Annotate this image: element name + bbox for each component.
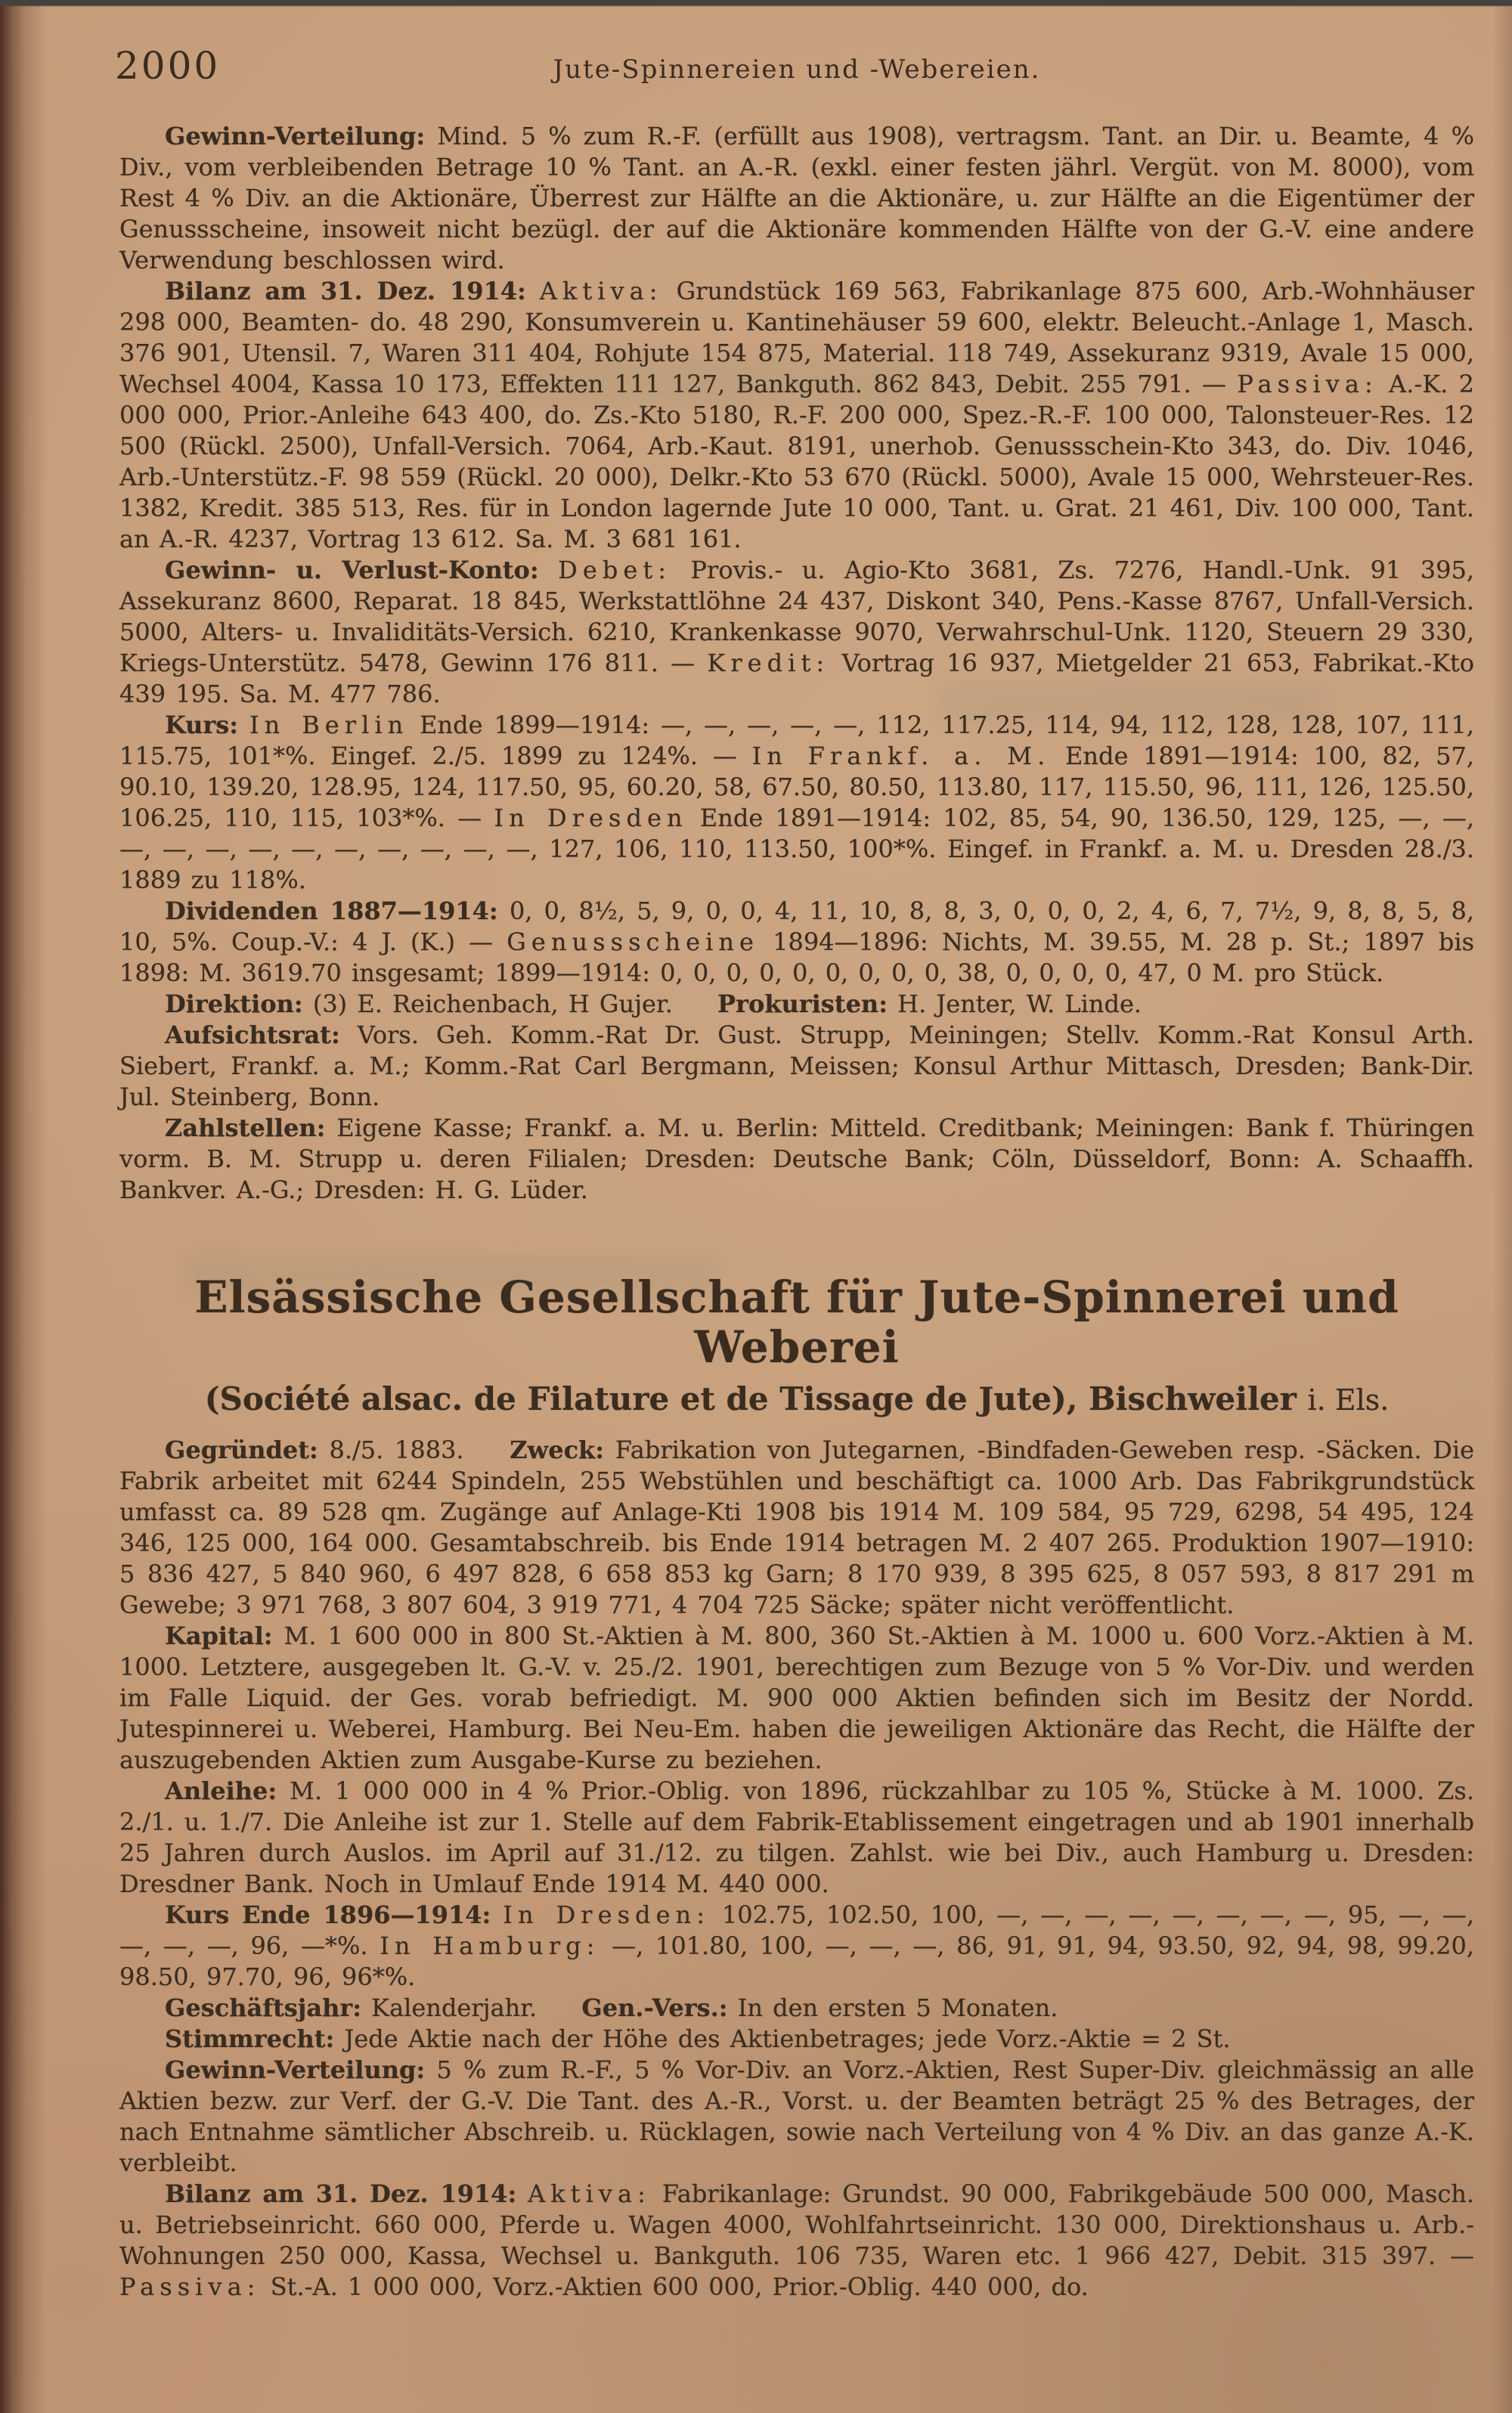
bilanz-2-label: Bilanz am 31. Dez. 1914:	[165, 2179, 517, 2208]
prokuristen-label: Prokuristen:	[717, 990, 888, 1018]
stimmrecht-label: Stimmrecht:	[165, 2024, 335, 2053]
bilanz-label: Bilanz am 31. Dez. 1914:	[165, 277, 526, 305]
page-header	[115, 44, 1474, 109]
paragraph-bilanz-1914-2	[119, 2179, 1474, 2303]
paragraph-gewinn-verteilung-2	[119, 2055, 1474, 2179]
kurs-anleihe-label: Kurs Ende 1896—1914:	[165, 1900, 491, 1929]
paragraph-aufsichtsrat	[119, 1020, 1474, 1113]
dividenden-values: 0, 0, 8½, 5, 9, 0, 0, 4, 11, 10, 8, 8, 3, 0, 0, 0, 2, 4, 6, 7, 7½, 9, 8, 8, 5, 8, 10, 5%. Coup.-V.: 4 J. (K.) —	[119, 897, 1475, 956]
kapital-text: M. 1 600 000 in 800 St.-Aktien à M. 800, 360 St.-Aktien à M. 1000 u. 600 Vorz.-Aktien à M. 1000. Letztere, ausgegeben lt. G.-V. v. 25./2. 1901, berechtigen zum Bezuge von 5 % Vor-Div. und werden im Falle Liquid. der Ges. vorab befriedigt. M. 900 000 Aktien befinden sich im Besitz der Nordd. Jutespinnerei u. Weberei, Hamburg. Bei Neu-Em. haben die jeweiligen Aktionäre das Recht, die Hälfte der auszugebenden Aktien zum Ausgabe-Kurse zu beziehen.	[119, 1622, 1475, 1774]
paragraph-direktion	[119, 989, 1474, 1020]
bilanz-2-passiva-text: St.-A. 1 000 000, Vorz.-Aktien 600 000, Prior.-Oblig. 440 000, do.	[270, 2272, 1089, 2301]
bilanz-2-passiva-label: Passiva:	[119, 2272, 261, 2301]
aktiva-text: Grundstück 169 563, Fabrikanlage 875 600, Arb.-Wohnhäuser 298 000, Beamten- do. 48 290, Konsumverein u. Kantinehäuser 59 600, elektr. Beleucht.-Anlage 1, Masch. 376 901, Utensil. 7, Waren 311 404, Rohjute 154 875, Material. 118 749, Assekuranz 9319, Avale 15 000, Wechsel 4004, Kassa 10 173, Effekten 111 127, Bankguth. 862 843, Debit. 255 791. —	[119, 277, 1475, 398]
kurs-anleihe-dresden-label: In Dresden:	[503, 1900, 711, 1929]
zahlstellen-text: Eigene Kasse; Frankf. a. M. u. Berlin: Mitteld. Creditbank; Meiningen: Bank f. Thüringen vorm. B. M. Strupp u. deren Filialen; Dresden: Deutsche Bank; Cöln, Düsseldorf, Bonn: A. Schaaffh. Bankver. A.-G.; Dresden: H. G. Lüder.	[119, 1114, 1475, 1204]
anleihe-text: M. 1 000 000 in 4 % Prior.-Oblig. von 1896, rückzahlbar zu 105 %, Stücke à M. 1000. Zs. 2./1. u. 1./7. Die Anleihe ist zur 1. Stelle auf dem Fabrik-Etablissement eingetragen und ab 1901 innerhalb 25 Jahren durch Auslos. im April auf 31./12. zu tilgen. Zahlst. wie bei Div., auch Hamburg u. Dresden: Dresdner Bank. Noch in Umlauf Ende 1914 M. 440 000.	[119, 1776, 1475, 1898]
paragraph-kurs	[119, 710, 1474, 896]
company-subtitle-suffix: i. Els.	[1307, 1383, 1390, 1417]
gegruendet-text: 8./5. 1883.	[329, 1436, 464, 1464]
bilanz-2-aktiva-label: Aktiva:	[528, 2179, 651, 2208]
kurs-berlin-values: Ende 1899—1914: —, —, —, —, —, 112, 117.25, 114, 94, 112, 128, 128, 107, 111, 115.75, 101*%. Eingef. 2./5. 1899 zu 124%. —	[119, 711, 1475, 770]
zahlstellen-label: Zahlstellen:	[165, 1114, 326, 1142]
kurs-frankfurt-label: In Frankf. a. M.	[751, 742, 1051, 770]
aufsichtsrat-text: Vors. Geh. Komm.-Rat Dr. Gust. Strupp, Meiningen; Stellv. Komm.-Rat Konsul Arth. Siebert, Frankf. a. M.; Komm.-Rat Carl Bergmann, Meissen; Konsul Arthur Mittasch, Dresden; Bank-Dir. Jul. Steinberg, Bonn.	[119, 1021, 1475, 1111]
passiva-text: A.-K. 2 000 000, Prior.-Anleihe 643 400, do. Zs.-Kto 5180, R.-F. 200 000, Spez.-R.-F. 100 000, Talonsteuer-Res. 12 500 (Rückl. 2500), Unfall-Versich. 7064, Arb.-Kaut. 8191, unerhob. Genussschein-Kto 343, do. Div. 1046, Arb.-Unterstütz.-F. 98 559 (Rückl. 20 000), Delkr.-Kto 53 670 (Rückl. 5000), Avale 15 000, Wehrsteuer-Res. 1382, Kredit. 385 513, Res. für in London lagernde Jute 10 000, Tant. u. Grat. 21 461, Div. 100 000, Tant. an A.-R. 4237, Vortrag 13 612. Sa. M. 3 681 161.	[119, 370, 1475, 553]
anleihe-label: Anleihe:	[165, 1776, 277, 1805]
running-title: Jute-Spinnereien und -Webereien.	[553, 54, 1041, 85]
kapital-label: Kapital:	[165, 1622, 273, 1650]
gewinn-verteilung-text: Mind. 5 % zum R.-F. (erfüllt aus 1908), vertragsm. Tant. an Dir. u. Beamte, 4 % Div., vom verbleibenden Betrage 10 % Tant. an A.-R. (exkl. einer festen jährl. Vergüt. von M. 8000), vom Rest 4 % Div. an die Aktionäre, Überrest zur Hälfte an die Aktionäre, u. zur Hälfte an die Eigentümer der Genussscheine, insoweit nicht bezügl. der auf die Aktionäre kommenden Hälfte von der G.-V. eine andere Verwendung beschlossen wird.	[119, 122, 1475, 274]
paragraph-geschaeftsjahr	[119, 1993, 1474, 2024]
company-title: Elsässische Gesellschaft für Jute-Spinnerei und Weberei	[194, 1272, 1399, 1373]
kredit-text: Vortrag 16 937, Mietgelder 21 653, Fabrikat.-Kto 439 195. Sa. M. 477 786.	[119, 649, 1475, 708]
debet-text: Provis.- u. Agio-Kto 3681, Zs. 7276, Handl.-Unk. 91 395, Assekuranz 8600, Reparat. 18 845, Werkstattlöhne 24 437, Diskont 340, Pens.-Kasse 8767, Unfall-Versich. 5000, Alters- u. Invaliditäts-Versich. 6210, Krankenkasse 9070, Verwahrschul-Unk. 1120, Steuern 29 330, Kriegs-Unterstütz. 5478, Gewinn 176 811. —	[119, 556, 1475, 677]
kurs-frankfurt-values: Ende 1891—1914: 100, 82, 57, 90.10, 139.20, 128.95, 124, 117.50, 95, 60.20, 58, 67.50, 80.50, 113.80, 117, 115.50, 96, 111, 126, 125.50, 106.25, 110, 115, 103*%. —	[119, 742, 1475, 832]
paragraph-dividenden	[119, 896, 1474, 989]
kurs-dresden-values: Ende 1891—1914: 102, 85, 54, 90, 136.50, 129, 125, —, —, —, —, —, —, —, —, —, —, —, —, 127, 106, 110, 113.50, 100*%. Eingef. in Frankf. a. M. u. Dresden 28./3. 1889 zu 118%.	[119, 804, 1475, 894]
direktion-label: Direktion:	[165, 990, 303, 1018]
geschaeftsjahr-label: Geschäftsjahr:	[165, 1993, 361, 2022]
paragraph-gewinn-verlust-konto	[119, 555, 1474, 710]
genvers-text: In den ersten 5 Monaten.	[737, 1993, 1058, 2022]
paragraph-stimmrecht	[119, 2024, 1474, 2055]
paragraph-gewinn-verteilung	[119, 121, 1474, 276]
gewinn-verteilung-label: Gewinn-Verteilung:	[165, 122, 426, 150]
zweck-text: Fabrikation von Jutegarnen, -Bindfaden-Geweben resp. -Säcken. Die Fabrik arbeitet mit 6244 Spindeln, 255 Webstühlen und beschäftigt ca. 1000 Arb. Das Fabrikgrundstück umfasst ca. 89 528 qm. Zugänge auf Anlage-Kti 1908 bis 1914 M. 109 584, 95 729, 6298, 54 495, 124 346, 125 000, 164 000. Gesamtabschreib. bis Ende 1914 betragen M. 2 407 265. Produktion 1907—1910: 5 836 427, 5 840 960, 6 497 828, 6 658 853 kg Garn; 8 170 939, 8 395 625, 8 057 593, 8 817 291 m Gewebe; 3 971 768, 3 807 604, 3 919 771, 4 704 725 Säcke; später nicht veröffentlicht.	[119, 1436, 1475, 1619]
kredit-label: Kredit:	[707, 649, 830, 677]
aufsichtsrat-label: Aufsichtsrat:	[165, 1021, 340, 1049]
paragraph-gegruendet-zweck	[119, 1435, 1474, 1621]
dividenden-label: Dividenden 1887—1914:	[165, 897, 498, 925]
bilanz-2-aktiva-text: Fabrikanlage: Grundst. 90 000, Fabrikgebäude 500 000, Masch. u. Betriebseinricht. 660 000, Pferde u. Wagen 4000, Wohlfahrtseinricht. 130 000, Direktionshaus u. Arb.-Wohnungen 250 000, Kassa, Wechsel u. Bankguth. 106 735, Waren etc. 1 966 427, Debit. 315 397. —	[119, 2179, 1475, 2270]
guv-label: Gewinn- u. Verlust-Konto:	[165, 556, 539, 584]
gewinn-verteilung-2-label: Gewinn-Verteilung:	[165, 2055, 426, 2084]
kurs-anleihe-hamburg-label: In Hamburg:	[380, 1931, 600, 1960]
paragraph-kapital	[119, 1621, 1474, 1776]
aktiva-label: Aktiva:	[539, 277, 663, 305]
kurs-anleihe-dresden-values: 102.75, 102.50, 100, —, —, —, —, —, —, —, —, 95, —, —, —, —, —, 96, —*%.	[119, 1900, 1475, 1960]
company-subtitle	[119, 1380, 1474, 1420]
kurs-berlin-label: In Berlin	[249, 711, 409, 739]
paragraph-kurs-anleihe	[119, 1900, 1474, 1993]
genussscheine-label: Genussscheine	[507, 928, 760, 956]
paragraph-anleihe	[119, 1776, 1474, 1900]
gegruendet-label: Gegründet:	[165, 1436, 318, 1464]
debet-label: Debet:	[558, 556, 672, 584]
geschaeftsjahr-text: Kalenderjahr.	[371, 1993, 538, 2022]
paragraph-zahlstellen	[119, 1113, 1474, 1206]
kurs-anleihe-hamburg-values: —, 101.80, 100, —, —, —, 86, 91, 91, 94, 93.50, 92, 94, 98, 99.20, 98.50, 97.70, 96, 96*%.	[119, 1931, 1474, 1991]
gewinn-verteilung-2-text: 5 % zum R.-F., 5 % Vor-Div. an Vorz.-Aktien, Rest Super-Div. gleichmässig an alle Aktien bezw. zur Verf. der G.-V. Die Tant. des A.-R., Vorst. u. der Beamten beträgt 25 % des Betrages, der nach Entnahme sämtlicher Abschreib. u. Rücklagen, sowie nach Verteilung von 4 % Div. an das ganze A.-K. verbleibt.	[119, 2055, 1475, 2177]
text-column	[115, 44, 1475, 2303]
genvers-label: Gen.-Vers.:	[581, 1993, 728, 2022]
stimmrecht-text: Jede Aktie nach der Höhe des Aktienbetrages; jede Vorz.-Aktie = 2 St.	[344, 2024, 1231, 2053]
company-subtitle-bold: (Société alsac. de Filature et de Tissage de Jute), Bischweiler	[204, 1380, 1297, 1417]
prokuristen-text: H. Jenter, W. Linde.	[897, 990, 1142, 1018]
passiva-label: Passiva:	[1237, 370, 1378, 398]
direktion-text: (3) E. Reichenbach, H Gujer.	[312, 990, 673, 1018]
genussscheine-text: 1894—1896: Nichts, M. 39.55, M. 28 p. St.; 1897 bis 1898: M. 3619.70 insgesamt; 1899—1914: 0, 0, 0, 0, 0, 0, 0, 0, 0, 38, 0, 0, 0, 0, 47, 0 M. pro Stück.	[119, 928, 1475, 987]
kurs-dresden-label: In Dresden	[494, 804, 688, 832]
page-number: 2000	[115, 44, 221, 88]
zweck-label: Zweck:	[510, 1436, 605, 1464]
paragraph-bilanz-1914	[119, 276, 1474, 555]
kurs-label: Kurs:	[165, 711, 239, 739]
